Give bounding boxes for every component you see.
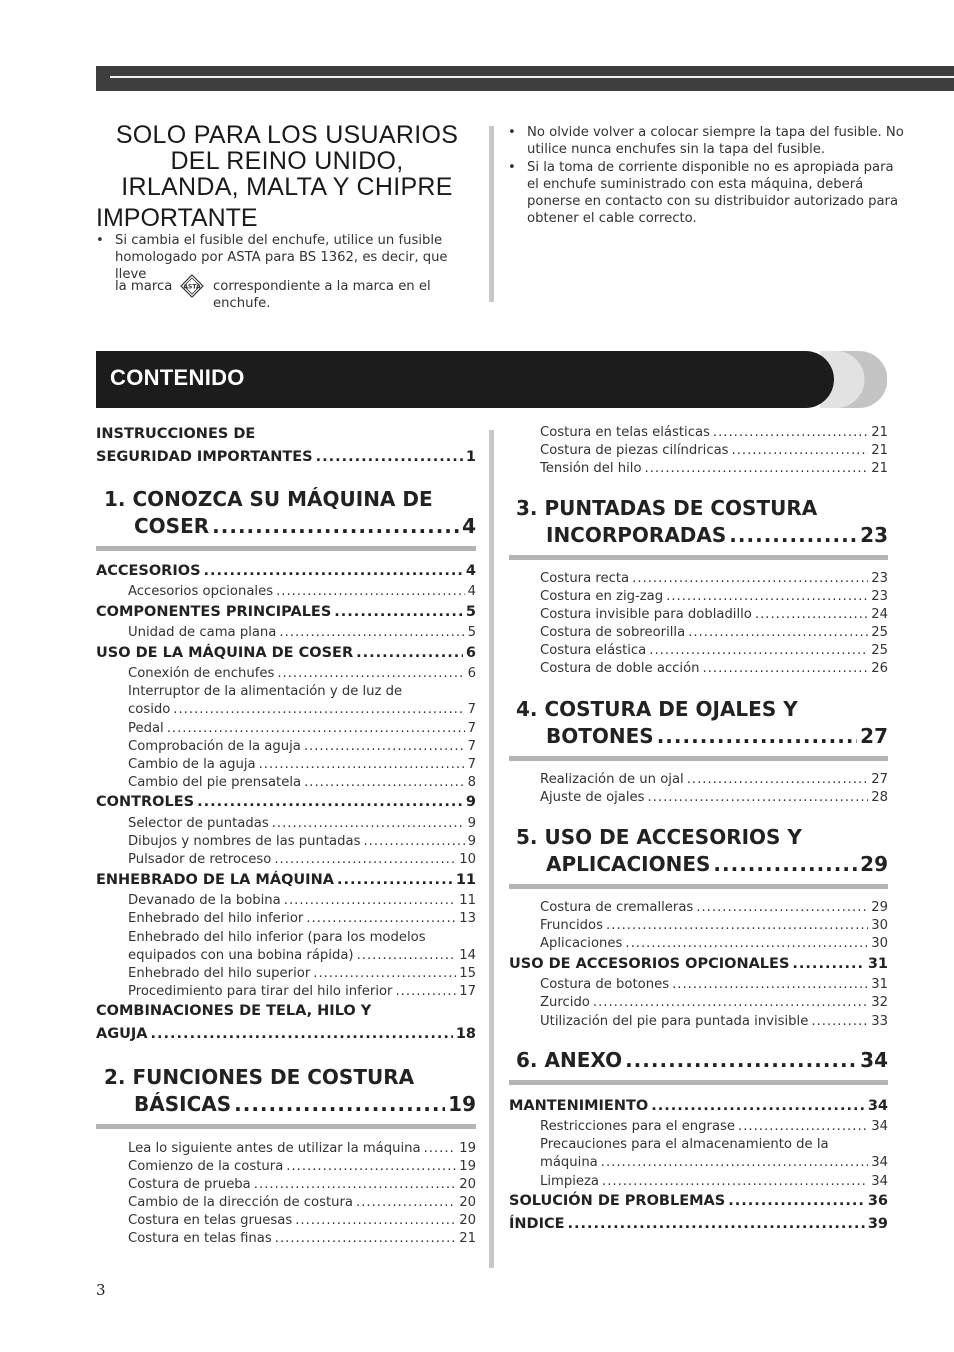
- toc-page: 9: [467, 834, 476, 849]
- toc-entry-label: COSER: [134, 514, 210, 538]
- toc-entry-label: Tensión del hilo: [540, 461, 642, 476]
- toc-entry-label: Devanado de la bobina: [128, 893, 281, 908]
- toc-entry-label: Enhebrado del hilo inferior (para los modelos: [128, 930, 426, 945]
- toc-page: 9: [465, 794, 476, 810]
- toc-page: 39: [867, 1216, 888, 1232]
- toc-entry-label: Conexión de enchufes: [128, 666, 275, 681]
- toc-entry-label: Fruncidos: [540, 918, 603, 933]
- toc-page: 19: [459, 1141, 476, 1156]
- uk-title-line: IRLANDA, MALTA Y CHIPRE: [121, 173, 453, 201]
- chapter-rule: [509, 1080, 888, 1085]
- fuse-note-text: Si cambia el fusible del enchufe, utilice un fusible homologado por ASTA para BS 1362, es decir, que lleve: [115, 233, 448, 282]
- toc-entry[interactable]: [128, 948, 476, 966]
- toc-page: 29: [871, 900, 888, 915]
- toc-entry[interactable]: [540, 918, 888, 936]
- toc-page: 4: [465, 563, 476, 579]
- toc-page: 34: [871, 1119, 888, 1134]
- toc-entry[interactable]: [128, 966, 476, 984]
- toc-entry-label: Precauciones para el almacenamiento de la: [540, 1137, 829, 1152]
- toc-entry-label: USO DE LA MÁQUINA DE COSER: [96, 645, 354, 661]
- toc-entry[interactable]: [128, 911, 476, 929]
- toc-page: 8: [467, 775, 476, 790]
- toc-entry[interactable]: [540, 425, 888, 443]
- toc-chapter-3[interactable]: [546, 523, 888, 549]
- toc-entry[interactable]: [540, 643, 888, 661]
- toc-entry-label: Selector de puntadas: [128, 816, 269, 831]
- toc-entry-label: Cambio del pie prensatela: [128, 775, 302, 790]
- toc-entry-label: Costura recta: [540, 571, 630, 586]
- toc-page: 34: [867, 1098, 888, 1114]
- toc-entry[interactable]: [128, 702, 476, 720]
- toc-entry[interactable]: [540, 607, 888, 625]
- header-bar: [96, 66, 954, 91]
- toc-entry[interactable]: [540, 461, 888, 479]
- asta-mark-text: ASTA: [183, 283, 201, 291]
- toc-entry[interactable]: [96, 563, 476, 581]
- toc-entry-label: Enhebrado del hilo inferior: [128, 911, 304, 926]
- toc-page: 33: [871, 1014, 888, 1029]
- toc-entry[interactable]: [128, 1213, 476, 1231]
- toc-entry-label: Costura de sobreorilla: [540, 625, 686, 640]
- toc-page: 23: [871, 589, 888, 604]
- bullet: •: [508, 160, 516, 175]
- bullet: •: [508, 125, 516, 140]
- toc-page: 27: [860, 724, 888, 748]
- toc-page: 26: [871, 661, 888, 676]
- toc-entry[interactable]: [509, 956, 888, 974]
- toc-entry-label: INCORPORADAS: [546, 523, 727, 547]
- chapter-rule: [96, 546, 476, 551]
- toc-page: 30: [871, 918, 888, 933]
- toc-page: 34: [860, 1048, 888, 1072]
- uk-title: [96, 122, 478, 200]
- toc-entry-label: Cambio de la dirección de costura: [128, 1195, 354, 1210]
- toc-entry[interactable]: [128, 739, 476, 757]
- mark-text-after: correspondiente a la marca en el enchufe.: [213, 279, 431, 311]
- toc-page: 7: [467, 757, 476, 772]
- toc-page: 4: [467, 584, 476, 599]
- toc-entry-label: Unidad de cama plana: [128, 625, 277, 640]
- toc-entry[interactable]: [540, 571, 888, 589]
- toc-page: 23: [871, 571, 888, 586]
- toc-entry-label: máquina: [540, 1155, 598, 1170]
- toc-page: 20: [459, 1177, 476, 1192]
- toc-page: 5: [465, 604, 476, 620]
- toc-entry[interactable]: [128, 1159, 476, 1177]
- toc-chapter-1[interactable]: [134, 514, 476, 540]
- toc-entry[interactable]: [128, 757, 476, 775]
- toc-entry[interactable]: [540, 772, 888, 790]
- toc-entry-label: Costura de piezas cilíndricas: [540, 443, 729, 458]
- chapter-rule: [509, 756, 888, 761]
- toc-entry-label: COMBINACIONES DE TELA, HILO Y: [96, 1003, 372, 1019]
- toc-entry-label: Costura de cremalleras: [540, 900, 694, 915]
- asta-mark-icon: [180, 274, 204, 298]
- toc-page: 25: [871, 625, 888, 640]
- toc-entry[interactable]: [128, 816, 476, 834]
- toc-page: 34: [871, 1174, 888, 1189]
- toc-entry-label: 6. ANEXO: [516, 1048, 623, 1072]
- toc-chapter-5[interactable]: [546, 852, 888, 878]
- column-divider: [489, 126, 494, 302]
- toc-entry-label: Ajuste de ojales: [540, 790, 645, 805]
- toc-entry-label: Costura invisible para dobladillo: [540, 607, 752, 622]
- toc-entry-label: Interruptor de la alimentación y de luz de: [128, 684, 403, 699]
- toc-page: 9: [467, 816, 476, 831]
- toc-page: 31: [867, 956, 888, 972]
- toc-entry-label: ÍNDICE: [509, 1216, 565, 1232]
- toc-page: 27: [871, 772, 888, 787]
- chapter-2-title: 2. FUNCIONES DE COSTURA: [104, 1065, 415, 1089]
- toc-entry-label: Realización de un ojal: [540, 772, 684, 787]
- toc-entry-label: USO DE ACCESORIOS OPCIONALES: [509, 956, 790, 972]
- toc-entry-label: APLICACIONES: [546, 852, 711, 876]
- toc-page: 28: [871, 790, 888, 805]
- toc-entry[interactable]: [540, 1155, 888, 1173]
- toc-entry-label: equipados con una bobina rápida): [128, 948, 354, 963]
- toc-entry-label: Costura de botones: [540, 977, 670, 992]
- toc-entry[interactable]: [128, 834, 476, 852]
- uk-title-line: DEL REINO UNIDO,: [170, 147, 404, 175]
- toc-entry[interactable]: [128, 666, 476, 684]
- toc-page: 34: [871, 1155, 888, 1170]
- toc-page: 5: [467, 625, 476, 640]
- toc-entry-label: ACCESORIOS: [96, 563, 201, 579]
- toc-entry-label: Comprobación de la aguja: [128, 739, 301, 754]
- toc-entry[interactable]: [540, 443, 888, 461]
- toc-entry-label: MANTENIMIENTO: [509, 1098, 649, 1114]
- chapter-rule: [509, 555, 888, 560]
- toc-entry[interactable]: [509, 1193, 888, 1211]
- toc-page: 29: [860, 852, 888, 876]
- toc-entry[interactable]: [96, 794, 476, 812]
- toc-page: 23: [860, 523, 888, 547]
- list-item: [508, 124, 908, 158]
- toc-page: 15: [459, 966, 476, 981]
- toc-page: 21: [871, 425, 888, 440]
- toc-entry-label: Utilización del pie para puntada invisible: [540, 1014, 809, 1029]
- toc-entry-label: cosido: [128, 702, 171, 717]
- toc-entry-label: Costura en zig-zag: [540, 589, 664, 604]
- toc-entry-label: Limpieza: [540, 1174, 600, 1189]
- toc-entry[interactable]: [128, 1195, 476, 1213]
- toc-page: 18: [455, 1026, 476, 1042]
- toc-entry-label: Costura de doble acción: [540, 661, 700, 676]
- list-item-text: Si la toma de corriente disponible no es apropiada para el enchufe suministrado con esta máquina, deberá ponerse en contacto con su distribuidor autorizado para obtener el cable correcto.: [527, 160, 899, 226]
- important-heading: IMPORTANTE: [96, 204, 258, 232]
- toc-entry-label: Lea lo siguiente antes de utilizar la máquina: [128, 1141, 421, 1156]
- toc-entry-label: Restricciones para el engrase: [540, 1119, 736, 1134]
- toc-entry-label: Enhebrado del hilo superior: [128, 966, 311, 981]
- toc-entry-label: Procedimiento para tirar del hilo inferior: [128, 984, 393, 999]
- toc-entry-label: BOTONES: [546, 724, 654, 748]
- list-item: [508, 159, 908, 227]
- toc-page: 31: [871, 977, 888, 992]
- toc-chapter-4[interactable]: [546, 724, 888, 750]
- toc-entry[interactable]: [128, 984, 476, 1002]
- toc-entry-label: AGUJA: [96, 1026, 148, 1042]
- toc-page: 11: [455, 872, 476, 888]
- chapter-5-title: 5. USO DE ACCESORIOS Y: [516, 825, 802, 849]
- toc-entry[interactable]: [540, 661, 888, 679]
- toc-entry-label: SOLUCIÓN DE PROBLEMAS: [509, 1193, 726, 1209]
- toc-entry[interactable]: [540, 589, 888, 607]
- toc-entry-label: Pulsador de retroceso: [128, 852, 272, 867]
- fuse-mark-line: [115, 277, 485, 311]
- toc-page: 21: [871, 443, 888, 458]
- toc-chapter-2[interactable]: [134, 1092, 476, 1118]
- toc-entry-label: Costura en telas gruesas: [128, 1213, 293, 1228]
- list-item-text: No olvide volver a colocar siempre la tapa del fusible. No utilice nunca enchufes sin la tapa del fusible.: [527, 125, 904, 157]
- toc-page: 21: [871, 461, 888, 476]
- toc-page: 6: [467, 666, 476, 681]
- toc-entry-label: Costura en telas elásticas: [540, 425, 710, 440]
- toc-entry[interactable]: [128, 1141, 476, 1159]
- toc-entry-label: COMPONENTES PRINCIPALES: [96, 604, 332, 620]
- chapter-4-title: 4. COSTURA DE OJALES Y: [516, 697, 798, 721]
- toc-entry-label: Cambio de la aguja: [128, 757, 256, 772]
- toc-entry[interactable]: [540, 936, 888, 954]
- chapter-rule: [509, 884, 888, 889]
- toc-entry[interactable]: [128, 1177, 476, 1195]
- toc-page: 19: [459, 1159, 476, 1174]
- toc-entry[interactable]: [540, 790, 888, 808]
- toc-entry[interactable]: [128, 775, 476, 793]
- toc-entry[interactable]: [128, 852, 476, 870]
- toc-page: 13: [459, 911, 476, 926]
- toc-page: 25: [871, 643, 888, 658]
- toc-entry[interactable]: [540, 900, 888, 918]
- toc-page: 36: [867, 1193, 888, 1209]
- toc-page: 7: [467, 739, 476, 754]
- toc-entry[interactable]: [96, 1026, 476, 1044]
- toc-entry[interactable]: [540, 977, 888, 995]
- contents-title: CONTENIDO: [110, 365, 245, 390]
- toc-entry[interactable]: [128, 584, 476, 602]
- toc-page: 7: [467, 702, 476, 717]
- toc-chapter-6[interactable]: [516, 1048, 888, 1074]
- toc-entry-label: Pedal: [128, 721, 164, 736]
- mark-text-before: la marca: [115, 279, 173, 294]
- toc-page: 7: [467, 721, 476, 736]
- toc-entry[interactable]: [128, 1231, 476, 1249]
- toc-page: 20: [459, 1213, 476, 1228]
- toc-page: 6: [465, 645, 476, 661]
- toc-entry[interactable]: [96, 872, 476, 890]
- toc-page: 21: [459, 1231, 476, 1246]
- toc-entry[interactable]: [96, 645, 476, 663]
- toc-page: 19: [448, 1092, 476, 1116]
- toc-entry[interactable]: [128, 721, 476, 739]
- toc-page: 4: [462, 514, 476, 538]
- toc-section-label: INSTRUCCIONES DE: [96, 426, 256, 442]
- toc-entry-label: Dibujos y nombres de las puntadas: [128, 834, 361, 849]
- toc-entry[interactable]: [540, 625, 888, 643]
- toc-entry[interactable]: [509, 1216, 888, 1234]
- toc-page: 24: [871, 607, 888, 622]
- toc-entry-label: Costura elástica: [540, 643, 647, 658]
- toc-column-divider: [489, 430, 494, 1268]
- toc-entry-label: SEGURIDAD IMPORTANTES: [96, 449, 313, 465]
- toc-entry[interactable]: [540, 1174, 888, 1192]
- toc-entry-label: Accesorios opcionales: [128, 584, 274, 599]
- toc-entry-label: ENHEBRADO DE LA MÁQUINA: [96, 872, 334, 888]
- toc-page: 32: [871, 995, 888, 1010]
- toc-page: 14: [459, 948, 476, 963]
- toc-page: 30: [871, 936, 888, 951]
- toc-entry[interactable]: [509, 1098, 888, 1116]
- toc-entry[interactable]: [540, 1014, 888, 1032]
- toc-entry[interactable]: [540, 995, 888, 1013]
- toc-entry[interactable]: [540, 1119, 888, 1137]
- chapter-3-title: 3. PUNTADAS DE COSTURA: [516, 496, 818, 520]
- toc-page: 11: [459, 893, 476, 908]
- fuse-notes-right: [508, 124, 908, 228]
- toc-page: 20: [459, 1195, 476, 1210]
- page-number: 3: [96, 1281, 106, 1299]
- chapter-rule: [96, 1124, 476, 1129]
- toc-entry-safety[interactable]: [96, 449, 476, 467]
- toc-entry-label: Comienzo de la costura: [128, 1159, 284, 1174]
- bullet: •: [96, 233, 104, 248]
- chapter-1-title: 1. CONOZCA SU MÁQUINA DE: [104, 487, 433, 511]
- toc-entry-label: Aplicaciones: [540, 936, 623, 951]
- toc-page: 10: [459, 852, 476, 867]
- toc-entry-label: Costura en telas finas: [128, 1231, 272, 1246]
- uk-title-line: SOLO PARA LOS USUARIOS: [115, 121, 459, 149]
- toc-entry[interactable]: [128, 625, 476, 643]
- fuse-note: [96, 232, 482, 283]
- toc-entry[interactable]: [96, 604, 476, 622]
- toc-entry-label: Costura de prueba: [128, 1177, 251, 1192]
- toc-page: 17: [459, 984, 476, 999]
- header-bar-line: [110, 76, 954, 78]
- toc-entry-label: CONTROLES: [96, 794, 195, 810]
- toc-entry[interactable]: [128, 893, 476, 911]
- toc-entry-label: Zurcido: [540, 995, 590, 1010]
- toc-page: 1: [465, 449, 476, 465]
- toc-entry-label: BÁSICAS: [134, 1092, 232, 1116]
